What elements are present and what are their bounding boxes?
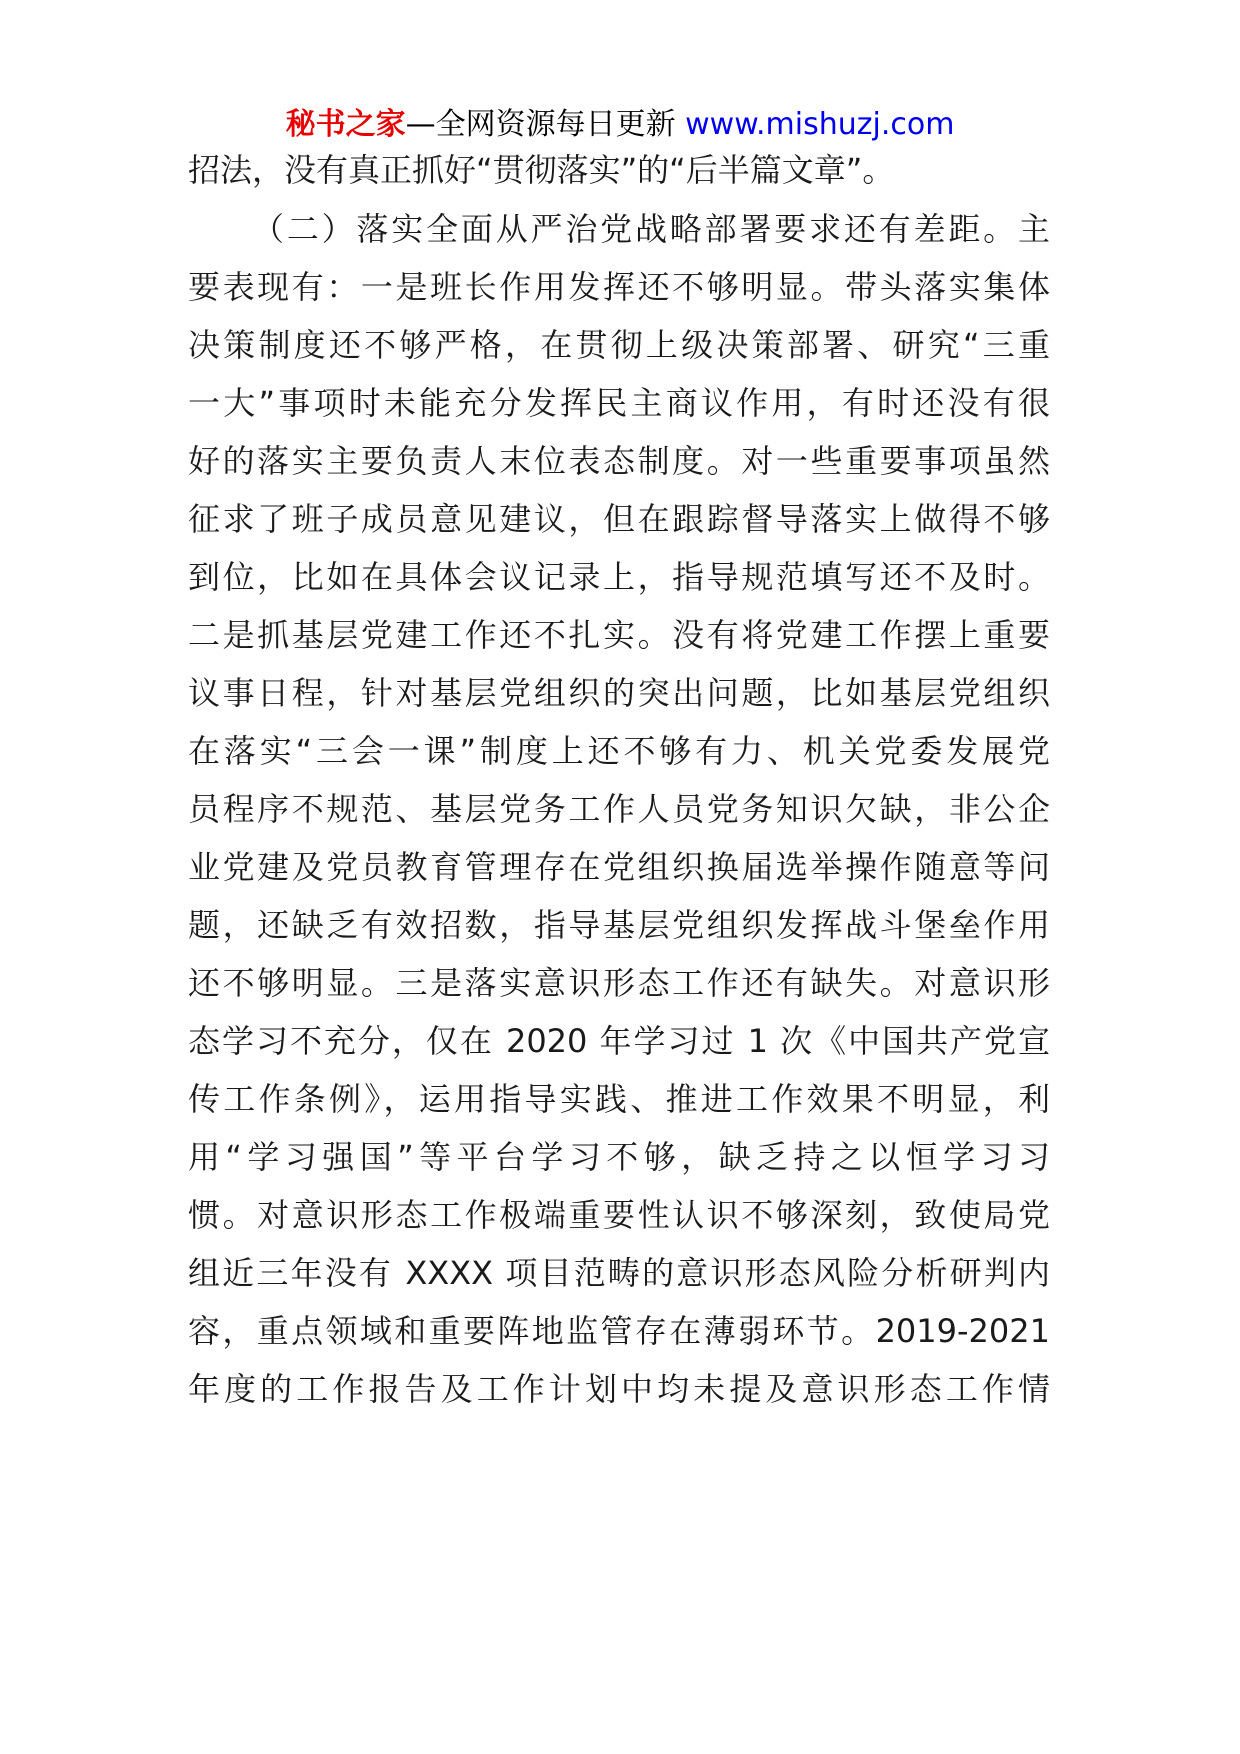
text-line: 还不够明显。三是落实意识形态工作还有缺失。对意识形 (188, 964, 1050, 1002)
brand-name: 秘书之家 (285, 107, 406, 142)
text-line: 传工作条例》，运用指导实践、推进工作效果不明显，利 (188, 1080, 1050, 1118)
text-line: 要表现有：一是班长作用发挥还不够明显。带头落实集体 (188, 268, 1050, 306)
text-line: 好的落实主要负责人末位表态制度。对一些重要事项虽然 (188, 442, 1050, 480)
text-line: 组近三年没有 XXXX 项目范畴的意识形态风险分析研判内 (188, 1254, 1050, 1292)
text-line: 惯。对意识形态工作极端重要性认识不够深刻，致使局党 (188, 1196, 1050, 1234)
text-line: 一大”事项时未能充分发挥民主商议作用，有时还没有很 (188, 384, 1050, 422)
text-line: 用“学习强国”等平台学习不够，缺乏持之以恒学习习 (188, 1138, 1050, 1176)
text-line: 容，重点领域和重要阵地监管存在薄弱环节。2019-2021 (188, 1312, 1050, 1350)
text-line: （二）落实全面从严治党战略部署要求还有差距。主 (252, 210, 1050, 248)
text-line: 二是抓基层党建工作还不扎实。没有将党建工作摆上重要 (188, 616, 1050, 654)
text-line: 在落实“三会一课”制度上还不够有力、机关党委发展党 (188, 732, 1050, 770)
text-line: 招法，没有真正抓好“贯彻落实”的“后半篇文章”。 (188, 151, 895, 189)
text-line: 到位，比如在具体会议记录上，指导规范填写还不及时。 (188, 558, 1050, 596)
text-line: 决策制度还不够严格，在贯彻上级决策部署、研究“三重 (188, 326, 1050, 364)
text-line: 征求了班子成员意见建议，但在跟踪督导落实上做得不够 (188, 500, 1050, 538)
text-line: 题，还缺乏有效招数，指导基层党组织发挥战斗堡垒作用 (188, 906, 1050, 944)
text-line: 态学习不充分，仅在 2020 年学习过 1 次《中国共产党宣 (188, 1022, 1050, 1060)
text-line: 员程序不规范、基层党务工作人员党务知识欠缺，非公企 (188, 790, 1050, 828)
website-url-link[interactable]: www.mishuzj.com (685, 107, 955, 142)
text-line: 业党建及党员教育管理存在党组织换届选举操作随意等问 (188, 848, 1050, 886)
header-tagline: —全网资源每日更新 (405, 107, 686, 142)
text-line: 年度的工作报告及工作计划中均未提及意识形态工作情 (188, 1370, 1050, 1408)
text-line: 议事日程，针对基层党组织的突出问题，比如基层党组织 (188, 674, 1050, 712)
